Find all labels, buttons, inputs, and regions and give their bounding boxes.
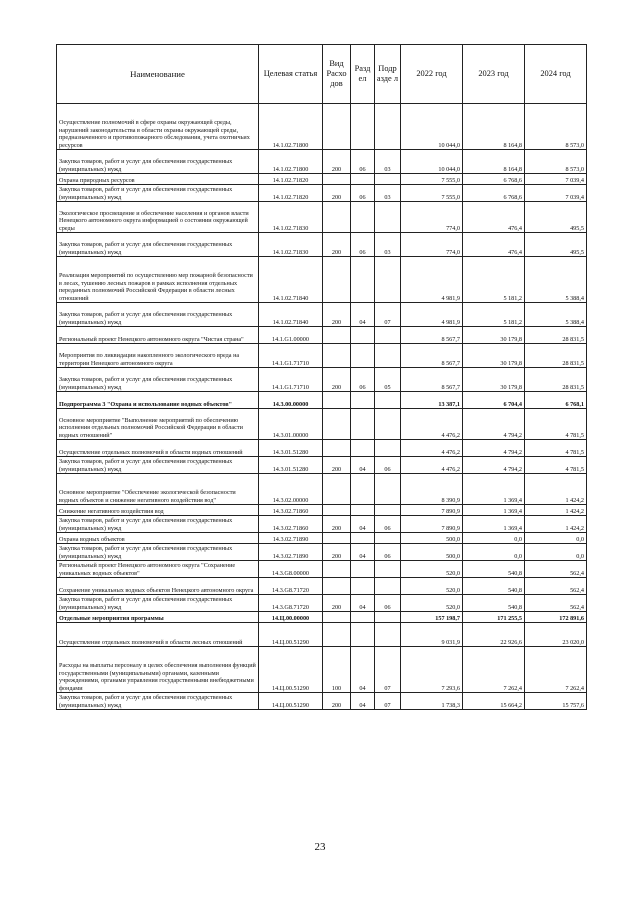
table-row [57,150,587,174]
cell-year-2023: 6 768,6 [463,174,525,185]
cell-year-2024: 15 757,6 [525,693,587,710]
cell-target-article: 14.1.G1.00000 [259,327,323,344]
cell-expense-type [323,561,351,578]
cell-subsection: 07 [375,303,401,327]
cell-subsection [375,392,401,409]
cell-year-2023: 1 369,4 [463,505,525,516]
cell-name: Охрана водных объектов [57,533,259,544]
cell-name: Реализация мероприятий по осуществлению мер пожарной безопасности в лесах, тушению лесных пожаров в рамках исполнения отдельных переданных полномочий Российской Федерации в области лесных отношений [57,257,259,303]
cell-subsection [375,505,401,516]
cell-name: Основное мероприятие "Выполнение мероприятий по обеспечению исполнения отдельных полномочий Российской Федерации в области водных отношений" [57,409,259,440]
cell-target-article: 14.3.G8.00000 [259,561,323,578]
cell-name: Осуществление полномочий в сфере охраны окружающей среды, нарушений законодательства в области охраны окружающей среды, предназначенного и противопожарного обследования, учета охотничьих ресурсов [57,104,259,150]
cell-year-2024: 6 768,1 [525,392,587,409]
table-row [57,533,587,544]
table-row [57,104,587,150]
cell-year-2022: 7 890,9 [401,516,463,533]
cell-expense-type [323,533,351,544]
cell-year-2022: 13 387,1 [401,392,463,409]
cell-target-article: 14.3.G8.71720 [259,578,323,595]
cell-year-2024: 28 831,5 [525,368,587,392]
cell-year-2022: 8 567,7 [401,327,463,344]
cell-subsection: 06 [375,457,401,474]
table-row [57,623,587,647]
cell-name: Закупка товаров, работ и услуг для обеспечения государственных (муниципальных) нужд [57,150,259,174]
budget-table [56,44,587,710]
cell-section [351,327,375,344]
cell-name: Мероприятия по ликвидации накопленного экологического вреда на территории Ненецкого автономного округа [57,344,259,368]
cell-section: 06 [351,185,375,202]
table-row [57,174,587,185]
cell-subsection: 03 [375,150,401,174]
header-subsection: Подр азде л [375,45,401,104]
cell-target-article: 14.Ц.00.51290 [259,693,323,710]
cell-section: 04 [351,303,375,327]
cell-name: Закупка товаров, работ и услуг для обеспечения государственных (муниципальных) нужд [57,693,259,710]
cell-section: 04 [351,595,375,612]
header-year-2024: 2024 год [525,45,587,104]
cell-year-2024: 4 781,5 [525,457,587,474]
cell-target-article: 14.Ц.00.51290 [259,623,323,647]
cell-subsection: 03 [375,233,401,257]
cell-subsection [375,533,401,544]
cell-expense-type [323,474,351,505]
table-row [57,440,587,457]
cell-year-2022: 520,0 [401,595,463,612]
cell-section: 06 [351,150,375,174]
table-row [57,647,587,693]
cell-year-2022: 10 044,0 [401,104,463,150]
cell-name: Закупка товаров, работ и услуг для обеспечения государственных (муниципальных) нужд [57,457,259,474]
table-row [57,516,587,533]
cell-section [351,474,375,505]
table-row [57,595,587,612]
cell-target-article: 14.3.02.71860 [259,505,323,516]
cell-target-article: 14.1.02.71830 [259,202,323,233]
table-row [57,368,587,392]
page-number: 23 [314,841,326,853]
table-row [57,561,587,578]
cell-year-2024: 4 781,5 [525,440,587,457]
cell-target-article: 14.3.02.71890 [259,533,323,544]
cell-name: Закупка товаров, работ и услуг для обеспечения государственных (муниципальных) нужд [57,595,259,612]
cell-subsection [375,202,401,233]
cell-year-2022: 774,0 [401,202,463,233]
cell-year-2024: 23 020,0 [525,623,587,647]
cell-subsection: 06 [375,595,401,612]
table-row [57,578,587,595]
cell-target-article: 14.3.02.00000 [259,474,323,505]
cell-name: Закупка товаров, работ и услуг для обеспечения государственных (муниципальных) нужд [57,303,259,327]
cell-target-article: 14.Ц.00.51290 [259,647,323,693]
cell-expense-type: 200 [323,368,351,392]
cell-year-2023: 540,8 [463,578,525,595]
cell-section [351,623,375,647]
table-header-row [57,45,587,104]
header-target-article: Целевая статья [259,45,323,104]
table-row [57,202,587,233]
cell-year-2023: 476,4 [463,233,525,257]
cell-expense-type [323,392,351,409]
cell-subsection: 03 [375,185,401,202]
cell-year-2022: 4 981,9 [401,257,463,303]
cell-year-2024: 28 831,5 [525,327,587,344]
cell-year-2024: 0,0 [525,533,587,544]
table-row [57,233,587,257]
table-body [57,104,587,710]
cell-section: 06 [351,233,375,257]
cell-subsection [375,440,401,457]
cell-name: Подпрограмма 3 "Охрана и использование водных объектов" [57,392,259,409]
cell-expense-type [323,104,351,150]
cell-year-2024: 7 039,4 [525,185,587,202]
cell-year-2022: 520,0 [401,561,463,578]
cell-name: Региональный проект Ненецкого автономного округа "Сохранение уникальных водных объектов" [57,561,259,578]
cell-year-2023: 6 768,6 [463,185,525,202]
cell-year-2022: 9 031,9 [401,623,463,647]
cell-subsection [375,623,401,647]
cell-target-article: 14.3.01.51280 [259,440,323,457]
table-row [57,505,587,516]
cell-target-article: 14.3.01.51280 [259,457,323,474]
cell-name: Закупка товаров, работ и услуг для обеспечения государственных (муниципальных) нужд [57,516,259,533]
table-row [57,185,587,202]
table-row [57,257,587,303]
cell-subsection [375,174,401,185]
cell-expense-type: 200 [323,457,351,474]
cell-expense-type: 200 [323,303,351,327]
cell-year-2024: 495,5 [525,233,587,257]
cell-year-2023: 30 179,8 [463,344,525,368]
cell-expense-type: 200 [323,150,351,174]
cell-name: Закупка товаров, работ и услуг для обеспечения государственных (муниципальных) нужд [57,544,259,561]
cell-year-2023: 30 179,8 [463,368,525,392]
cell-year-2024: 562,4 [525,578,587,595]
cell-year-2023: 4 794,2 [463,440,525,457]
cell-year-2024: 4 781,5 [525,409,587,440]
cell-subsection [375,257,401,303]
cell-section: 04 [351,544,375,561]
table-row [57,392,587,409]
cell-section: 04 [351,516,375,533]
header-section: Разд ел [351,45,375,104]
cell-subsection: 06 [375,516,401,533]
cell-target-article: 14.1.02.71840 [259,303,323,327]
cell-expense-type [323,344,351,368]
cell-year-2024: 28 831,5 [525,344,587,368]
table-row [57,327,587,344]
cell-target-article: 14.3.02.71860 [259,516,323,533]
cell-section [351,202,375,233]
cell-year-2022: 8 567,7 [401,368,463,392]
cell-expense-type [323,612,351,623]
cell-year-2023: 30 179,8 [463,327,525,344]
table-row [57,409,587,440]
cell-target-article: 14.1.G1.71710 [259,344,323,368]
table-row [57,612,587,623]
cell-expense-type: 200 [323,544,351,561]
cell-year-2023: 8 164,8 [463,150,525,174]
cell-year-2023: 1 369,4 [463,474,525,505]
cell-year-2024: 172 891,6 [525,612,587,623]
cell-expense-type [323,409,351,440]
cell-year-2022: 10 044,0 [401,150,463,174]
cell-name: Снижение негативного воздействия вод [57,505,259,516]
table-row [57,344,587,368]
cell-expense-type [323,257,351,303]
cell-name: Закупка товаров, работ и услуг для обеспечения государственных (муниципальных) нужд [57,185,259,202]
cell-section: 06 [351,368,375,392]
cell-year-2022: 8 567,7 [401,344,463,368]
cell-target-article: 14.1.02.71820 [259,185,323,202]
cell-name: Основное мероприятие "Обеспечение экологической безопасности водных объектов и снижение негативного воздействия вод" [57,474,259,505]
header-name: Наименование [57,45,259,104]
cell-expense-type: 200 [323,233,351,257]
cell-target-article: 14.1.02.71820 [259,174,323,185]
cell-section: 04 [351,457,375,474]
cell-section [351,344,375,368]
cell-expense-type: 200 [323,595,351,612]
cell-year-2023: 15 664,2 [463,693,525,710]
cell-section [351,257,375,303]
budget-page [56,44,586,710]
cell-target-article: 14.3.00.00000 [259,392,323,409]
cell-target-article: 14.3.02.71890 [259,544,323,561]
cell-subsection: 06 [375,544,401,561]
table-row [57,457,587,474]
cell-year-2022: 7 890,9 [401,505,463,516]
cell-section [351,392,375,409]
table-row [57,474,587,505]
cell-subsection: 07 [375,693,401,710]
cell-name: Региональный проект Ненецкого автономного округа "Чистая страна" [57,327,259,344]
cell-year-2023: 6 704,4 [463,392,525,409]
cell-year-2023: 1 369,4 [463,516,525,533]
cell-year-2022: 8 390,9 [401,474,463,505]
cell-section [351,561,375,578]
cell-year-2023: 8 164,8 [463,104,525,150]
cell-year-2024: 7 262,4 [525,647,587,693]
cell-expense-type [323,505,351,516]
cell-year-2024: 5 388,4 [525,257,587,303]
cell-expense-type [323,327,351,344]
cell-subsection [375,612,401,623]
cell-section [351,409,375,440]
cell-target-article: 14.1.02.71800 [259,150,323,174]
cell-section [351,533,375,544]
cell-name: Осуществление отдельных полномочий в области водных отношений [57,440,259,457]
cell-year-2024: 8 573,0 [525,150,587,174]
cell-year-2022: 4 476,2 [401,409,463,440]
cell-target-article: 14.1.02.71800 [259,104,323,150]
cell-expense-type: 200 [323,516,351,533]
cell-year-2023: 22 926,6 [463,623,525,647]
cell-expense-type [323,174,351,185]
cell-expense-type [323,578,351,595]
cell-year-2024: 1 424,2 [525,505,587,516]
cell-section: 04 [351,693,375,710]
cell-name: Закупка товаров, работ и услуг для обеспечения государственных (муниципальных) нужд [57,233,259,257]
cell-year-2022: 4 981,9 [401,303,463,327]
cell-year-2023: 0,0 [463,533,525,544]
cell-year-2023: 4 794,2 [463,457,525,474]
cell-expense-type: 200 [323,693,351,710]
cell-name: Сохранение уникальных водных объектов Ненецкого автономного округа [57,578,259,595]
cell-name: Экологическое просвещение и обеспечение населения и органов власти Ненецкого автономного округа информацией о состоянии окружающей среды [57,202,259,233]
cell-year-2023: 540,8 [463,561,525,578]
cell-name: Охрана природных ресурсов [57,174,259,185]
cell-target-article: 14.3.01.00000 [259,409,323,440]
cell-year-2023: 5 181,2 [463,257,525,303]
cell-section [351,612,375,623]
cell-year-2022: 7 555,0 [401,185,463,202]
cell-subsection [375,409,401,440]
cell-target-article: 14.3.G8.71720 [259,595,323,612]
cell-year-2022: 500,0 [401,533,463,544]
cell-year-2024: 1 424,2 [525,474,587,505]
cell-year-2024: 1 424,2 [525,516,587,533]
cell-subsection: 05 [375,368,401,392]
cell-section: 04 [351,647,375,693]
cell-year-2022: 157 198,7 [401,612,463,623]
cell-section [351,104,375,150]
cell-year-2022: 520,0 [401,578,463,595]
cell-expense-type [323,202,351,233]
cell-year-2024: 0,0 [525,544,587,561]
cell-target-article: 14.1.G1.71710 [259,368,323,392]
cell-year-2023: 5 181,2 [463,303,525,327]
cell-section [351,505,375,516]
table-row [57,303,587,327]
cell-name: Расходы на выплаты персоналу в целях обеспечения выполнения функций государственными (муниципальными) органами, казенными учреждениями, органами управления государственными внебюджетными фондами [57,647,259,693]
cell-year-2022: 4 476,2 [401,457,463,474]
table-row [57,544,587,561]
cell-name: Отдельные мероприятия программы [57,612,259,623]
table-row [57,693,587,710]
cell-target-article: 14.Ц.00.00000 [259,612,323,623]
cell-year-2023: 0,0 [463,544,525,561]
cell-year-2024: 5 388,4 [525,303,587,327]
cell-expense-type: 200 [323,185,351,202]
header-year-2023: 2023 год [463,45,525,104]
cell-year-2022: 4 476,2 [401,440,463,457]
cell-subsection [375,474,401,505]
cell-year-2023: 7 262,4 [463,647,525,693]
cell-year-2024: 562,4 [525,595,587,612]
cell-subsection [375,561,401,578]
cell-subsection: 07 [375,647,401,693]
cell-target-article: 14.1.02.71840 [259,257,323,303]
cell-subsection [375,344,401,368]
cell-section [351,440,375,457]
header-year-2022: 2022 год [401,45,463,104]
cell-name: Осуществление отдельных полномочий в области лесных отношений [57,623,259,647]
cell-year-2024: 562,4 [525,561,587,578]
cell-section [351,578,375,595]
header-expense-type: Вид Расхо дов [323,45,351,104]
cell-name: Закупка товаров, работ и услуг для обеспечения государственных (муниципальных) нужд [57,368,259,392]
cell-year-2022: 500,0 [401,544,463,561]
cell-subsection [375,104,401,150]
cell-subsection [375,578,401,595]
cell-expense-type: 100 [323,647,351,693]
cell-year-2022: 7 293,6 [401,647,463,693]
cell-year-2023: 476,4 [463,202,525,233]
cell-subsection [375,327,401,344]
cell-year-2022: 1 738,3 [401,693,463,710]
cell-year-2024: 7 039,4 [525,174,587,185]
cell-year-2023: 540,8 [463,595,525,612]
cell-expense-type [323,623,351,647]
cell-target-article: 14.1.02.71830 [259,233,323,257]
cell-year-2022: 774,0 [401,233,463,257]
cell-year-2024: 495,5 [525,202,587,233]
cell-expense-type [323,440,351,457]
cell-section [351,174,375,185]
cell-year-2022: 7 555,0 [401,174,463,185]
cell-year-2023: 4 794,2 [463,409,525,440]
cell-year-2024: 8 573,0 [525,104,587,150]
cell-year-2023: 171 255,5 [463,612,525,623]
